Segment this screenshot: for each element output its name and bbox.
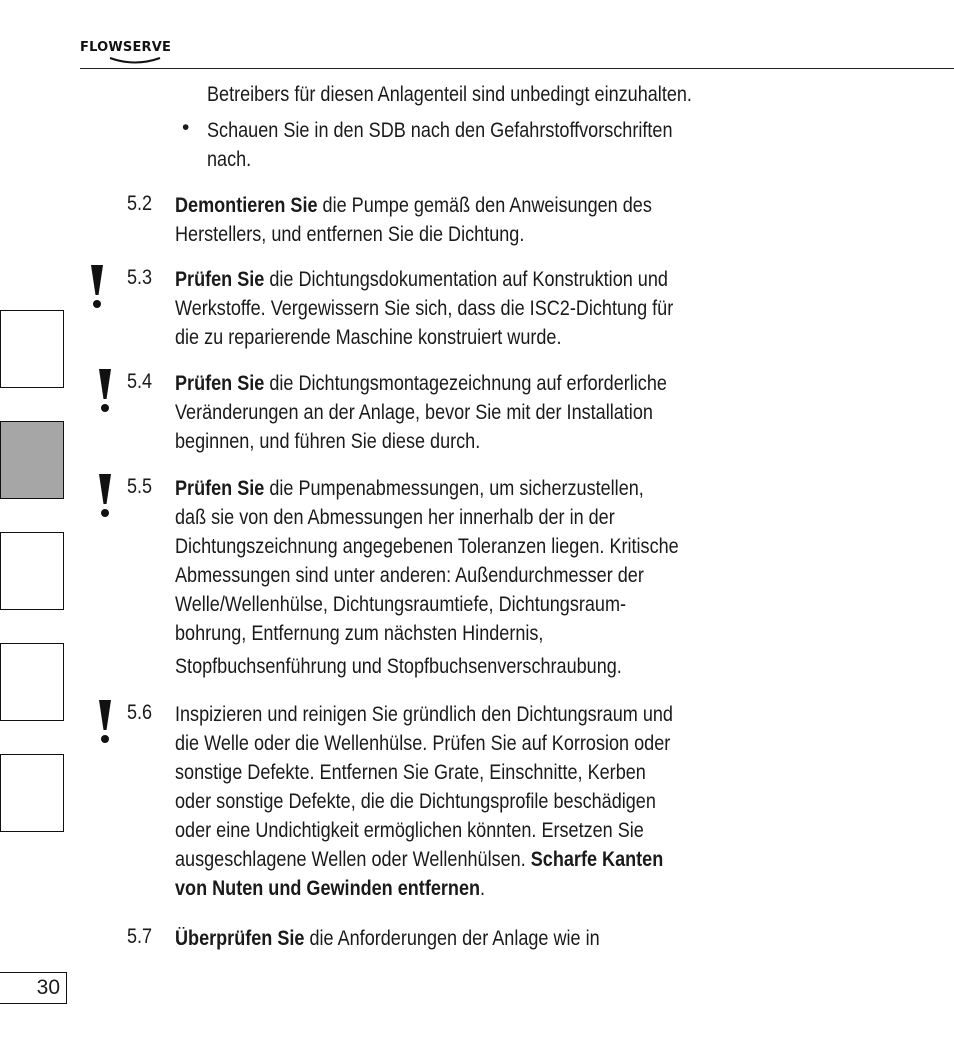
bullet-line-2: nach.	[207, 148, 252, 171]
step-5-6-line-2: die Welle oder die Wellenhülse. Prüfen Sie auf Korrosion oder	[175, 732, 671, 755]
step-5-4-line-1: Prüfen Sie die Dichtungsmontagezeichnung auf erforderliche	[175, 372, 667, 395]
section-tab-4[interactable]	[0, 643, 64, 721]
step-5-3-line-2: Werkstoffe. Vergewissern Sie sich, dass die ISC2-Dichtung für	[175, 297, 674, 320]
step-5-5-line-7: Stopfbuchsenführung und Stopfbuchsenverschraubung.	[175, 655, 622, 678]
header-rule	[80, 68, 954, 69]
step-5-5-line-5: Welle/Wellenhülse, Dichtungsraumtiefe, Dichtungsraum-	[175, 593, 627, 616]
step-5-2-line-2: Herstellers, und entfernen Sie die Dichtung.	[175, 223, 525, 246]
step-number: 5.7	[127, 925, 153, 948]
section-tab-3[interactable]	[0, 532, 64, 610]
flowserve-logo: FLOWSERVE	[80, 40, 172, 55]
warning-exclamation-icon	[97, 700, 113, 746]
section-tab-2-active[interactable]	[0, 421, 64, 499]
step-5-6-line-5: oder eine Undichtigkeit ermöglichen könnten. Ersetzen Sie	[175, 819, 644, 842]
step-5-3-line-1: Prüfen Sie die Dichtungsdokumentation auf Konstruktion und	[175, 268, 668, 291]
step-number: 5.6	[127, 701, 153, 724]
step-number: 5.4	[127, 370, 153, 393]
step-5-5-line-3: Dichtungszeichnung angegebenen Toleranzen liegen. Kritische	[175, 535, 679, 558]
step-5-5-line-6: bohrung, Entfernung zum nächsten Hindernis,	[175, 622, 544, 645]
step-5-5-line-1: Prüfen Sie die Pumpenabmessungen, um sicherzustellen,	[175, 477, 644, 500]
step-5-4-line-3: beginnen, und führen Sie diese durch.	[175, 430, 481, 453]
step-5-4-line-2: Veränderungen an der Anlage, bevor Sie mit der Installation	[175, 401, 653, 424]
section-tab-1[interactable]	[0, 310, 64, 388]
step-verb: Überprüfen Sie	[175, 927, 305, 950]
step-number: 5.5	[127, 475, 153, 498]
bullet-line-1: Schauen Sie in den SDB nach den Gefahrstoffvorschriften	[207, 119, 673, 142]
step-number: 5.3	[127, 266, 153, 289]
step-5-6-line-6: ausgeschlagene Wellen oder Wellenhülsen. Scharfe Kanten	[175, 848, 664, 871]
step-5-2-line-1: Demontieren Sie die Pumpe gemäß den Anweisungen des	[175, 194, 652, 217]
intro-line: Betreibers für diesen Anlagenteil sind unbedingt einzuhalten.	[207, 83, 692, 106]
logo-swoosh-icon	[108, 55, 162, 65]
step-5-5-line-2: daß sie von den Abmessungen her innerhalb der in der	[175, 506, 615, 529]
step-number: 5.2	[127, 192, 153, 215]
warning-exclamation-icon	[97, 369, 113, 415]
step-5-6-line-3: sonstige Defekte. Entfernen Sie Grate, Einschnitte, Kerben	[175, 761, 646, 784]
step-5-3-line-3: die zu reparierende Maschine konstruiert wurde.	[175, 326, 562, 349]
bullet-icon: •	[182, 116, 190, 139]
step-5-7-line-1: Überprüfen Sie die Anforderungen der Anlage wie in	[175, 927, 600, 950]
page-number: 30	[0, 972, 67, 1004]
step-5-6-line-7: von Nuten und Gewinden entfernen.	[175, 877, 486, 900]
step-5-6-line-1: Inspizieren und reinigen Sie gründlich den Dichtungsraum und	[175, 703, 673, 726]
step-5-5-line-4: Abmessungen sind unter anderen: Außendurchmesser der	[175, 564, 644, 587]
warning-exclamation-icon	[97, 474, 113, 520]
step-verb: Prüfen Sie	[175, 372, 265, 395]
step-5-6-line-4: oder sonstige Defekte, die die Dichtungsprofile beschädigen	[175, 790, 656, 813]
step-verb: Prüfen Sie	[175, 268, 265, 291]
step-verb: Demontieren Sie	[175, 194, 318, 217]
step-verb: Prüfen Sie	[175, 477, 265, 500]
warning-exclamation-icon	[89, 265, 105, 311]
section-tab-5[interactable]	[0, 754, 64, 832]
